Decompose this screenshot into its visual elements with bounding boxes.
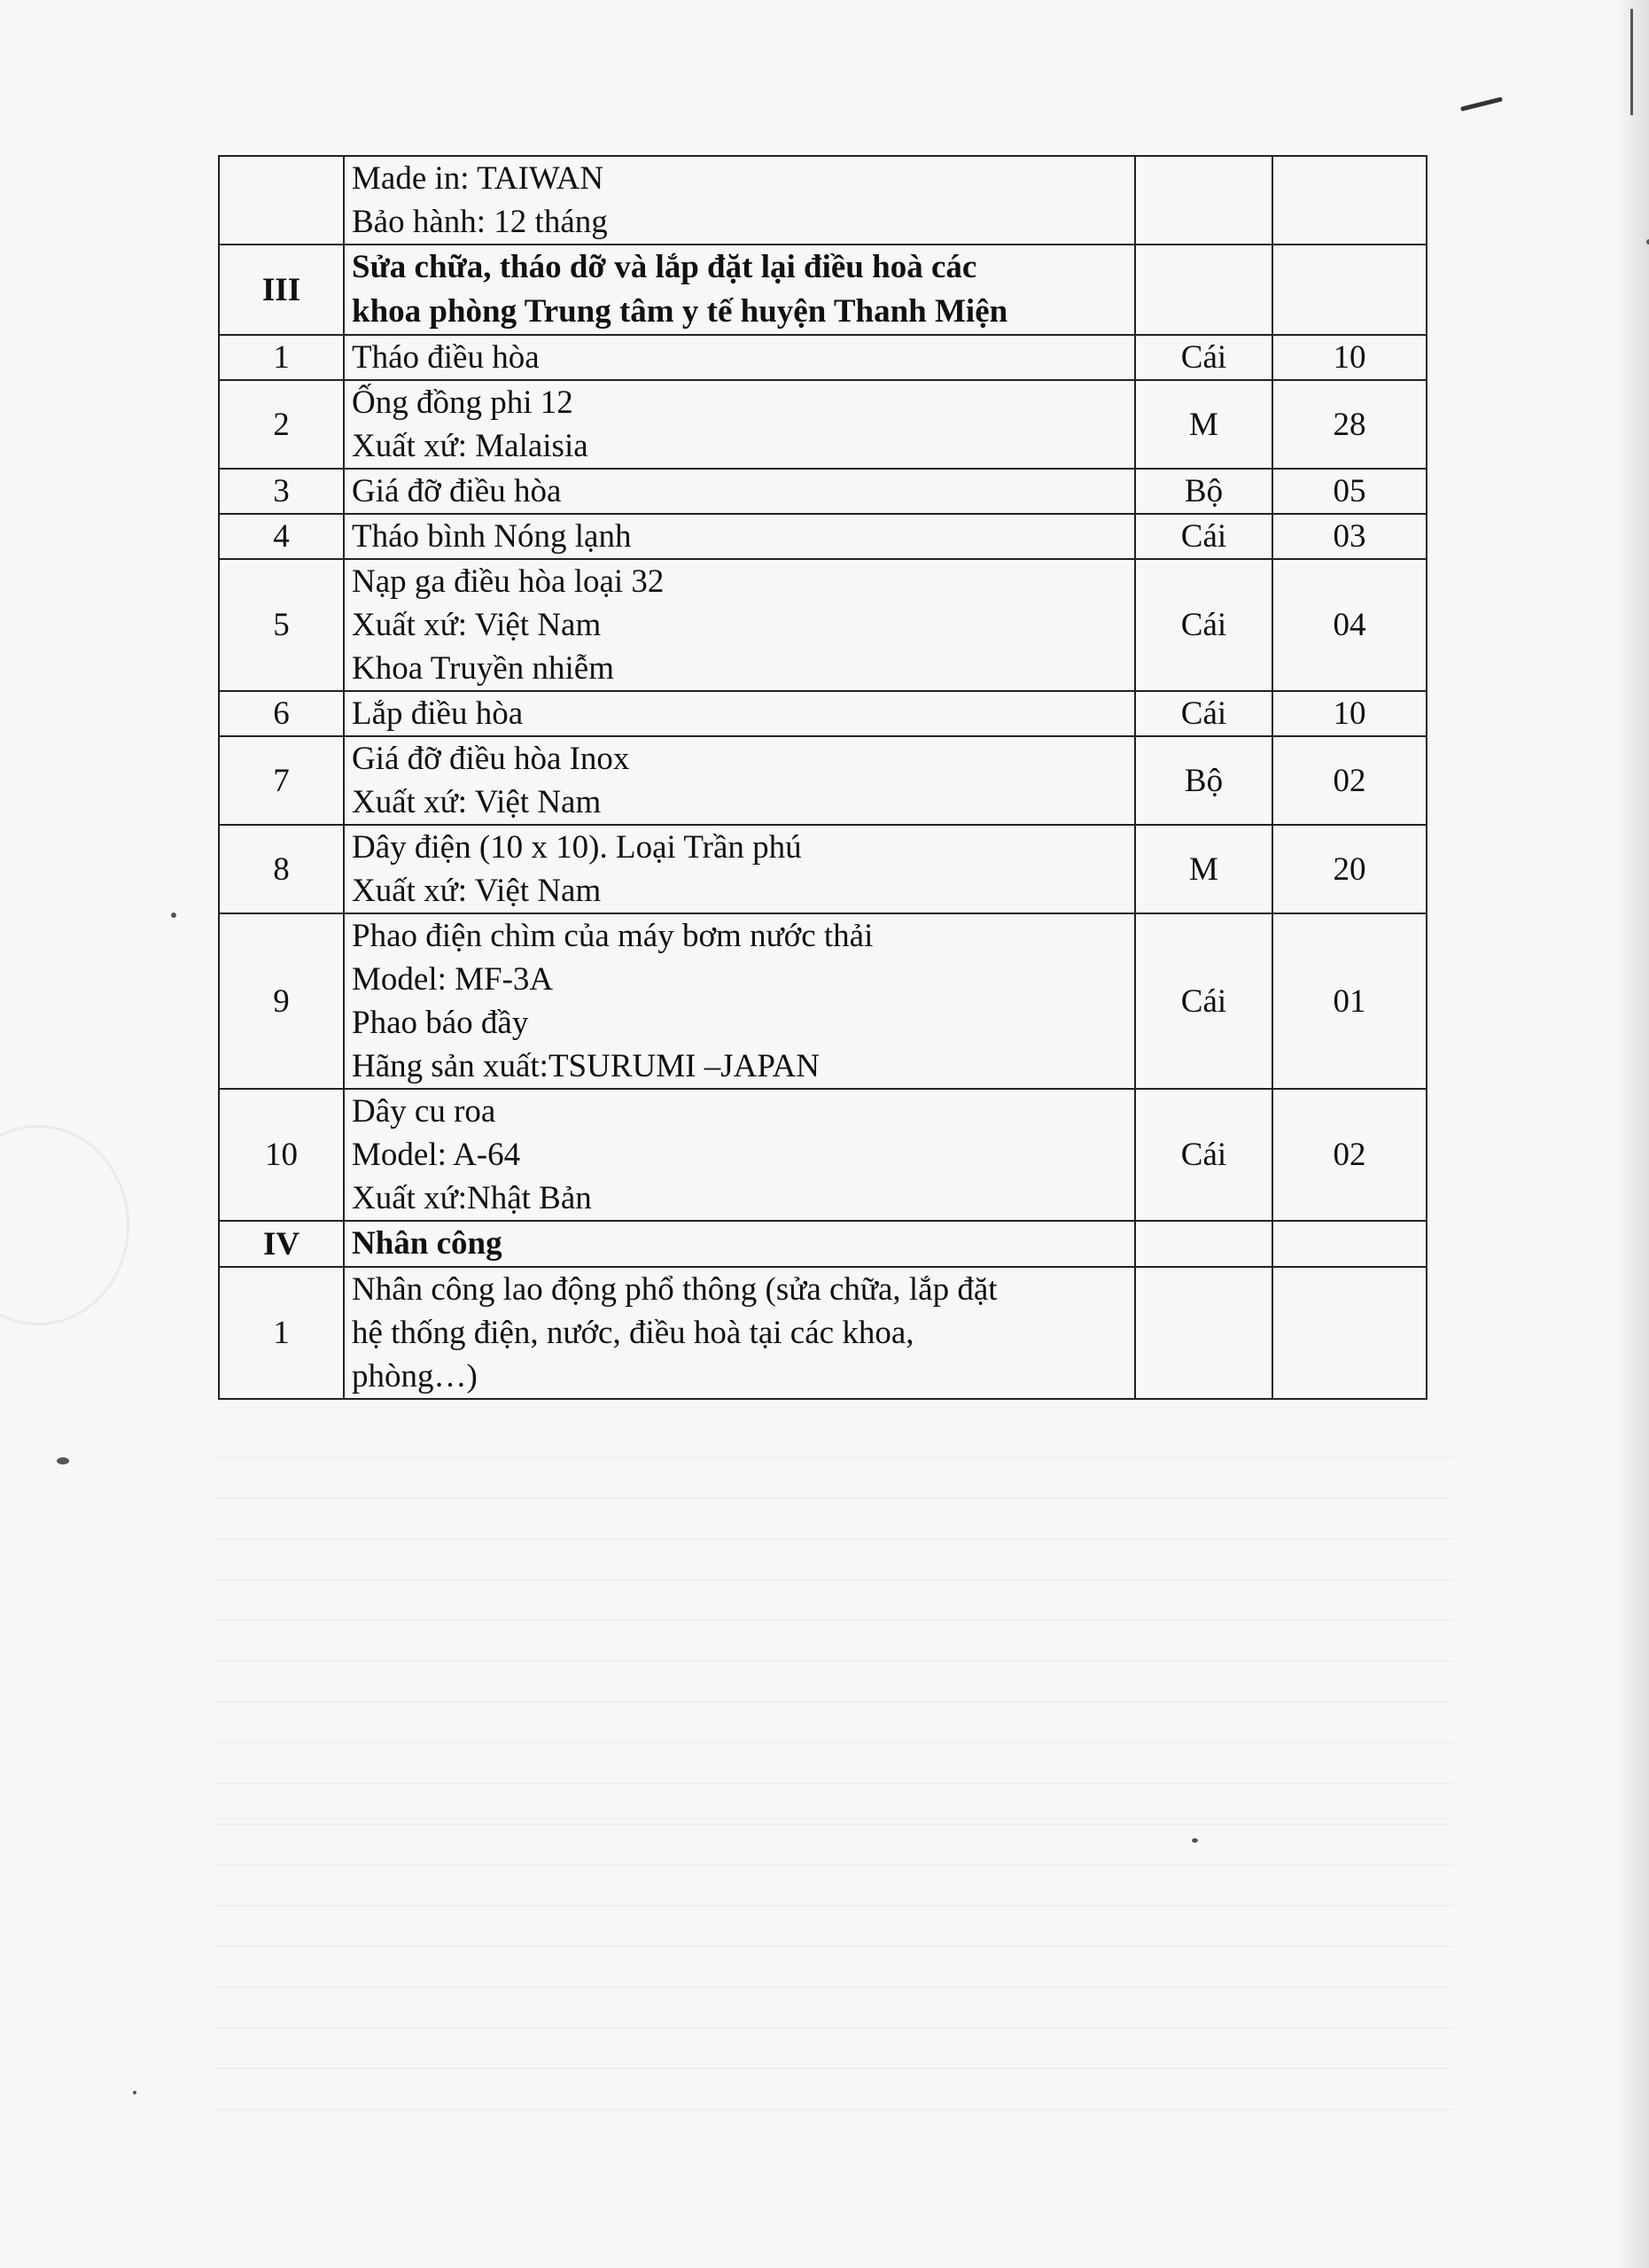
description-line: Hãng sản xuất:TSURUMI –JAPAN [352, 1048, 820, 1084]
quantity-cell: 03 [1272, 514, 1427, 559]
description-cell [344, 469, 1135, 514]
scan-speck [57, 1457, 69, 1464]
description-line: Bảo hành: 12 tháng [352, 204, 608, 240]
quantity-cell: 04 [1272, 559, 1427, 691]
table-row [219, 559, 1427, 691]
page-edge-shadow [1615, 0, 1649, 2268]
description-line: Xuất xứ: Việt Nam [352, 784, 602, 820]
quantity-cell: 20 [1272, 825, 1427, 913]
quantity-cell: 01 [1272, 913, 1427, 1089]
quantity-cell [1272, 1221, 1427, 1267]
description-line: phòng…) [352, 1358, 478, 1394]
quantity-cell [1272, 156, 1427, 245]
description-line: Dây điện (10 x 10). Loại Trần phú [352, 829, 802, 866]
unit-cell [1135, 156, 1272, 245]
table-row [219, 736, 1427, 825]
unit-cell [1135, 245, 1272, 335]
description-line: hệ thống điện, nước, điều hoà tại các khoa, [352, 1315, 914, 1351]
table-row [219, 156, 1427, 245]
table-row [219, 1089, 1427, 1221]
unit-cell: Cái [1135, 1089, 1272, 1221]
table-row [219, 825, 1427, 913]
description-cell [344, 913, 1135, 1089]
row-number-cell: 10 [219, 1089, 344, 1221]
faint-seal-mark [0, 1125, 129, 1325]
description-cell [344, 1089, 1135, 1221]
description-cell [344, 1267, 1135, 1399]
show-through-bleed [213, 1418, 1453, 2126]
items-table [218, 155, 1427, 1400]
row-number-cell: 8 [219, 825, 344, 913]
description-line: khoa phòng Trung tâm y tế huyện Thanh Miện [352, 293, 1008, 330]
quantity-cell: 28 [1272, 380, 1427, 469]
unit-cell [1135, 1221, 1272, 1267]
scan-speck [1192, 1838, 1198, 1843]
description-line: Xuất xứ: Việt Nam [352, 873, 602, 909]
description-line: Model: A-64 [352, 1137, 521, 1173]
unit-cell: M [1135, 380, 1272, 469]
description-line: Nạp ga điều hòa loại 32 [352, 563, 665, 600]
pen-dash-mark [1460, 97, 1503, 111]
description-cell [344, 156, 1135, 245]
quantity-cell [1272, 1267, 1427, 1399]
description-cell [344, 335, 1135, 380]
description-cell [344, 559, 1135, 691]
description-line: Made in: TAIWAN [352, 160, 604, 197]
description-line: Lắp điều hòa [352, 695, 524, 732]
unit-cell: Cái [1135, 691, 1272, 736]
description-line: Sửa chữa, tháo dỡ và lắp đặt lại điều hoà các [352, 249, 977, 285]
quantity-cell: 10 [1272, 335, 1427, 380]
table-row [219, 1267, 1427, 1399]
unit-cell: Cái [1135, 913, 1272, 1089]
table-row [219, 514, 1427, 559]
unit-cell: Cái [1135, 514, 1272, 559]
table-row [219, 913, 1427, 1089]
description-line: Model: MF-3A [352, 961, 554, 998]
description-line: Xuất xứ: Việt Nam [352, 607, 602, 643]
row-number-cell: 7 [219, 736, 344, 825]
description-cell [344, 380, 1135, 469]
quantity-cell: 10 [1272, 691, 1427, 736]
unit-cell: M [1135, 825, 1272, 913]
quantity-cell: 05 [1272, 469, 1427, 514]
description-cell [344, 1221, 1135, 1267]
page-edge-line [1630, 9, 1633, 115]
row-number-cell: IV [219, 1221, 344, 1267]
table-row [219, 380, 1427, 469]
table-row [219, 691, 1427, 736]
unit-cell: Cái [1135, 335, 1272, 380]
description-line: Ống đồng phi 12 [352, 384, 573, 421]
row-number-cell: 1 [219, 1267, 344, 1399]
description-cell [344, 514, 1135, 559]
description-cell [344, 245, 1135, 335]
table-row [219, 469, 1427, 514]
section-header-row [219, 245, 1427, 335]
row-number-cell: 4 [219, 514, 344, 559]
description-line: Nhân công [352, 1225, 502, 1262]
unit-cell: Cái [1135, 559, 1272, 691]
description-line: Tháo điều hòa [352, 339, 540, 376]
description-cell [344, 736, 1135, 825]
description-line: Phao báo đầy [352, 1005, 529, 1041]
description-line: Tháo bình Nóng lạnh [352, 518, 632, 555]
description-line: Phao điện chìm của máy bơm nước thải [352, 918, 874, 954]
row-number-cell: 9 [219, 913, 344, 1089]
table-row [219, 335, 1427, 380]
row-number-cell: 3 [219, 469, 344, 514]
quantity-cell: 02 [1272, 736, 1427, 825]
description-line: Giá đỡ điều hòa Inox [352, 741, 630, 777]
description-line: Khoa Truyền nhiễm [352, 650, 614, 687]
description-line: Xuất xứ:Nhật Bản [352, 1180, 592, 1216]
quantity-cell: 02 [1272, 1089, 1427, 1221]
unit-cell: Bộ [1135, 736, 1272, 825]
description-line: Giá đỡ điều hòa [352, 473, 562, 509]
scan-speck [171, 913, 176, 918]
description-cell [344, 691, 1135, 736]
row-number-cell: III [219, 245, 344, 335]
description-line: Dây cu roa [352, 1093, 496, 1130]
quantity-cell [1272, 245, 1427, 335]
description-line: Nhân công lao động phổ thông (sửa chữa, lắp đặt [352, 1271, 998, 1308]
row-number-cell [219, 156, 344, 245]
section-header-row [219, 1221, 1427, 1267]
description-cell [344, 825, 1135, 913]
description-line: Xuất xứ: Malaisia [352, 428, 588, 464]
unit-cell [1135, 1267, 1272, 1399]
row-number-cell: 5 [219, 559, 344, 691]
scan-speck [133, 2091, 136, 2094]
unit-cell: Bộ [1135, 469, 1272, 514]
row-number-cell: 1 [219, 335, 344, 380]
row-number-cell: 2 [219, 380, 344, 469]
row-number-cell: 6 [219, 691, 344, 736]
